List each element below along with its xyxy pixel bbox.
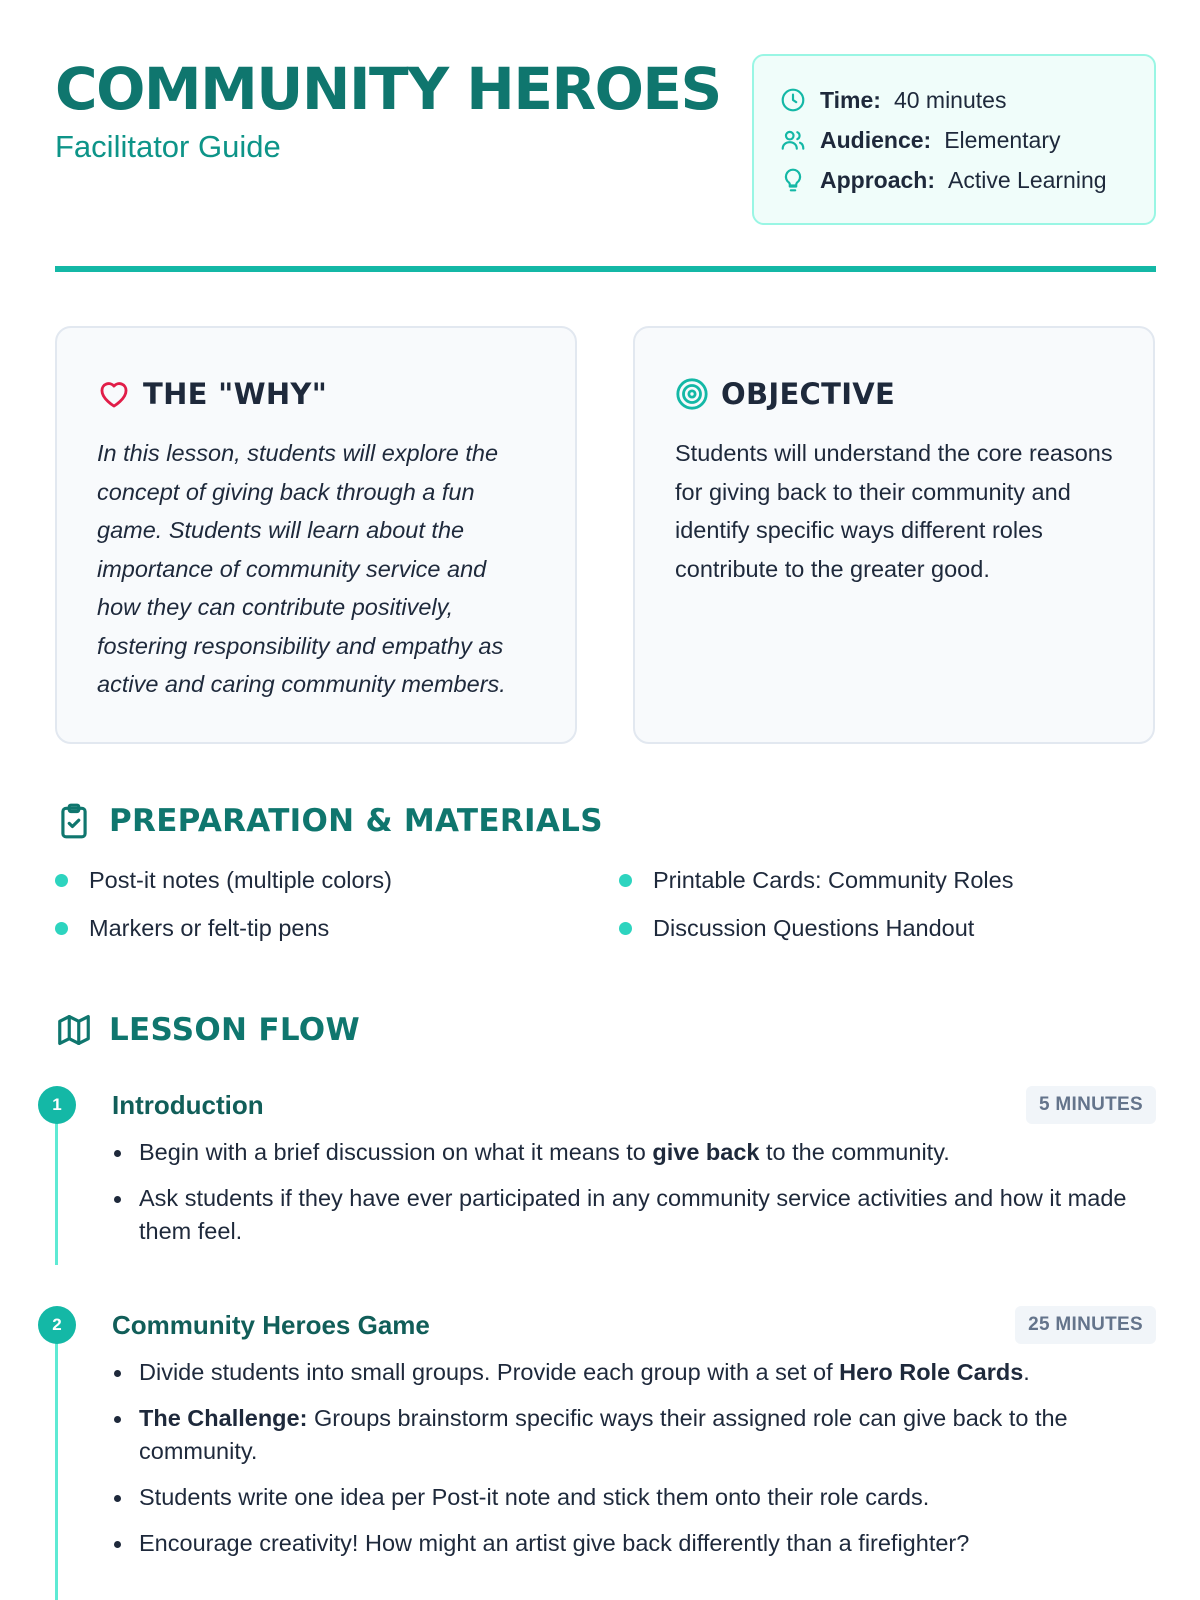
step-bullet-list: [112, 1356, 1156, 1573]
header-divider: [55, 266, 1156, 272]
step-bullet: Begin with a brief discussion on what it means to give back to the community.: [112, 1136, 1156, 1169]
meta-approach-label: Approach:: [820, 166, 935, 193]
meta-audience-label: Audience:: [820, 126, 932, 153]
lesson-flow-title: LESSON FLOW: [109, 1012, 360, 1048]
bullet-dot: [55, 922, 68, 935]
meta-approach-value: Active Learning: [948, 166, 1107, 193]
why-card: [55, 326, 577, 744]
lesson-step: [52, 1306, 1156, 1600]
objective-card-body: Students will understand the core reasons for giving back to their community and identify specific ways different roles contribute to the greater good.: [675, 440, 1113, 582]
objective-card-header: [675, 372, 1113, 416]
page-subtitle: Facilitator Guide: [55, 129, 281, 164]
objective-card: [633, 326, 1155, 744]
step-bullet-list: [112, 1136, 1156, 1261]
page-title: COMMUNITY HEROES: [55, 55, 721, 123]
lightbulb-icon: [780, 167, 806, 193]
bullet-dot: [619, 922, 632, 935]
meta-audience-value: Elementary: [944, 126, 1061, 153]
step-duration-badge: 5 MINUTES: [1026, 1086, 1156, 1124]
step-title: Community Heroes Game: [112, 1310, 430, 1340]
meta-approach: [780, 160, 1154, 200]
meta-time-value: 40 minutes: [893, 86, 1007, 113]
material-item: [619, 862, 1156, 899]
bullet-dot: [619, 874, 632, 887]
objective-card-title: OBJECTIVE: [721, 377, 896, 411]
step-number-badge: 2: [38, 1306, 76, 1344]
materials-list: [55, 862, 1156, 947]
meta-time: [780, 80, 1154, 120]
material-item: [619, 910, 1156, 947]
clipboard-check-icon: [55, 802, 93, 840]
bullet-dot: [55, 874, 68, 887]
preparation-title: PREPARATION & MATERIALS: [109, 803, 603, 839]
step-bullet: Ask students if they have ever participated in any community service activities and how it made them feel.: [112, 1182, 1156, 1248]
lesson-step: [52, 1086, 1156, 1266]
material-item: [55, 862, 619, 899]
preparation-section-header: [55, 796, 603, 846]
meta-audience: [780, 120, 1154, 160]
lesson-meta-box: [752, 54, 1156, 225]
step-bullet: Divide students into small groups. Provide each group with a set of Hero Role Cards.: [112, 1356, 1156, 1389]
material-label: Printable Cards: Community Roles: [653, 867, 1014, 893]
material-item: [55, 910, 619, 947]
material-label: Post-it notes (multiple colors): [89, 867, 392, 893]
meta-time-label: Time:: [820, 86, 881, 113]
material-label: Discussion Questions Handout: [653, 915, 975, 941]
step-title: Introduction: [112, 1090, 264, 1120]
material-label: Markers or felt-tip pens: [89, 915, 330, 941]
heart-icon: [97, 377, 131, 411]
lesson-flow-section-header: [55, 1005, 360, 1055]
step-number-badge: 1: [38, 1086, 76, 1124]
step-duration-badge: 25 MINUTES: [1015, 1306, 1156, 1344]
why-card-title: THE "WHY": [143, 377, 328, 411]
map-icon: [55, 1011, 93, 1049]
clock-icon: [780, 87, 806, 113]
why-card-header: [97, 372, 535, 416]
step-bullet: The Challenge: Groups brainstorm specific ways their assigned role can give back to the community.: [112, 1402, 1156, 1468]
step-bullet: Students write one idea per Post-it note and stick them onto their role cards.: [112, 1481, 1156, 1514]
target-icon: [675, 377, 709, 411]
why-card-body: In this lesson, students will explore the concept of giving back through a fun game. Students will learn about the importance of community service and how they can contribute positively, fostering responsibility and empathy as active and caring community members.: [97, 440, 506, 697]
step-bullet: Encourage creativity! How might an artist give back differently than a firefighter?: [112, 1527, 1156, 1560]
users-icon: [780, 127, 806, 153]
